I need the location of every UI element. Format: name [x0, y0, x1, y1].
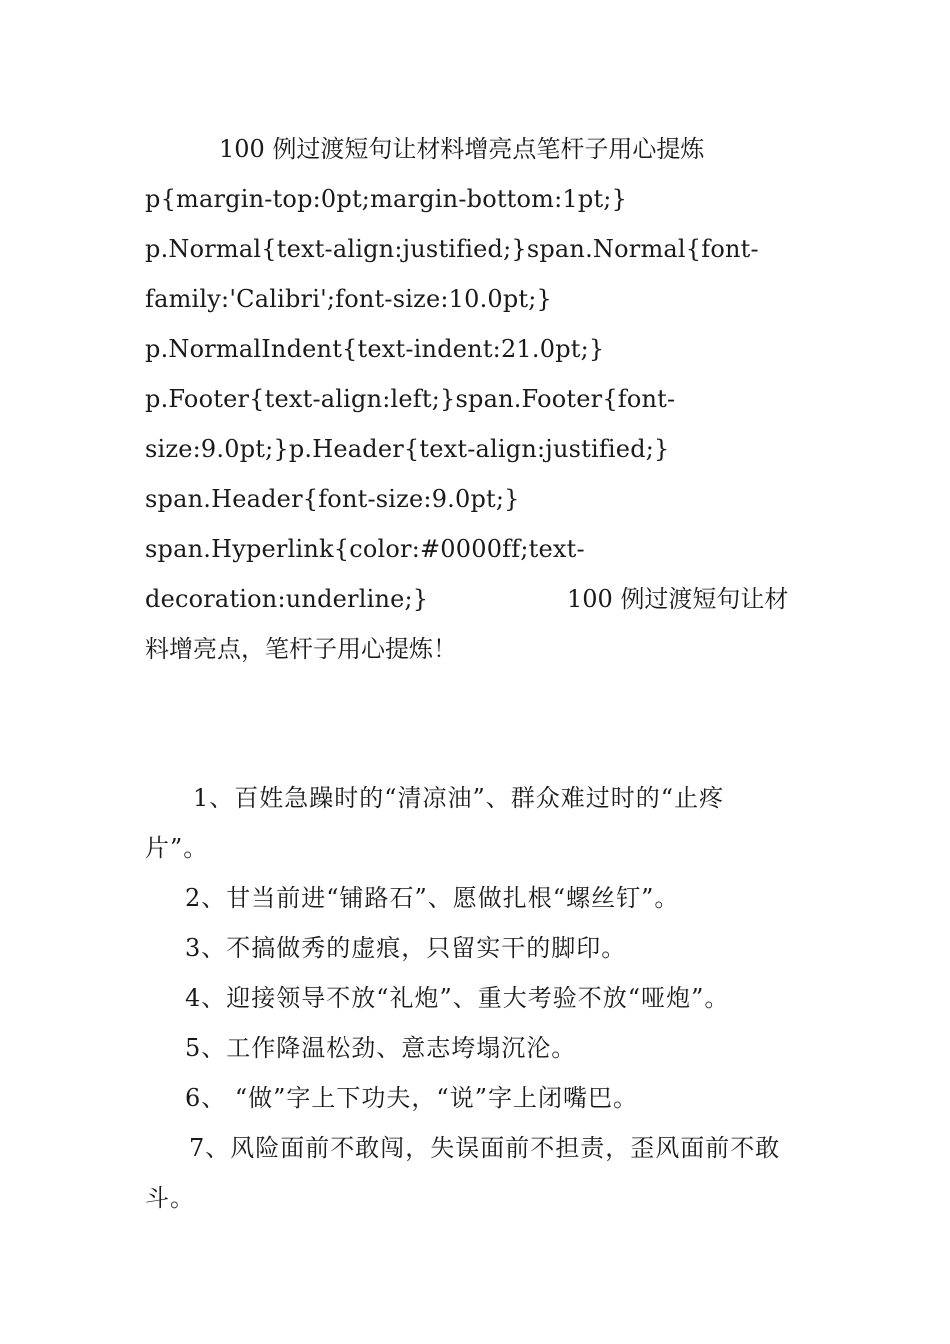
subtitle-text-continuation: 料增亮点，笔杆子用心提炼！ — [145, 635, 457, 663]
list-item: 3、不搞做秀的虚痕，只留实干的脚印。 — [185, 934, 627, 962]
css-text-line: p{margin-top:0pt;margin-bottom:1pt;} — [145, 185, 628, 213]
list-item: 4、迎接领导不放“礼炮”、重大考验不放“哑炮”。 — [185, 984, 730, 1012]
css-text-line: size:9.0pt;}p.Header{text-align:justified;} — [145, 435, 670, 463]
list-item-continuation: 片”。 — [145, 834, 209, 862]
css-text-line: p.Footer{text-align:left;}span.Footer{font- — [145, 385, 676, 413]
list-item: 5、工作降温松劲、意志垮塌沉沦。 — [185, 1034, 577, 1062]
list-item: 7、风险面前不敢闯，失误面前不担责，歪风面前不敢 — [189, 1134, 781, 1162]
list-item: 6、 “做”字上下功夫，“说”字上闭嘴巴。 — [185, 1084, 638, 1112]
css-text-line: p.NormalIndent{text-indent:21.0pt;} — [145, 335, 605, 363]
subtitle-text: 100 例过渡短句让材 — [567, 585, 789, 613]
css-text-line: span.Header{font-size:9.0pt;} — [145, 485, 520, 513]
css-text-line: decoration:underline;} — [145, 585, 429, 613]
css-text-line: p.Normal{text-align:justified;}span.Normal{font- — [145, 235, 759, 263]
list-item: 1、百姓急躁时的“清凉油”、群众难过时的“止疼 — [193, 784, 725, 812]
css-text-line: family:'Calibri';font-size:10.0pt;} — [145, 285, 553, 313]
document-title: 100 例过渡短句让材料增亮点笔杆子用心提炼 — [219, 135, 705, 163]
list-item-continuation: 斗。 — [145, 1184, 195, 1212]
css-text-line: span.Hyperlink{color:#0000ff;text- — [145, 535, 585, 563]
list-item: 2、甘当前进“铺路石”、愿做扎根“螺丝钉”。 — [185, 884, 680, 912]
